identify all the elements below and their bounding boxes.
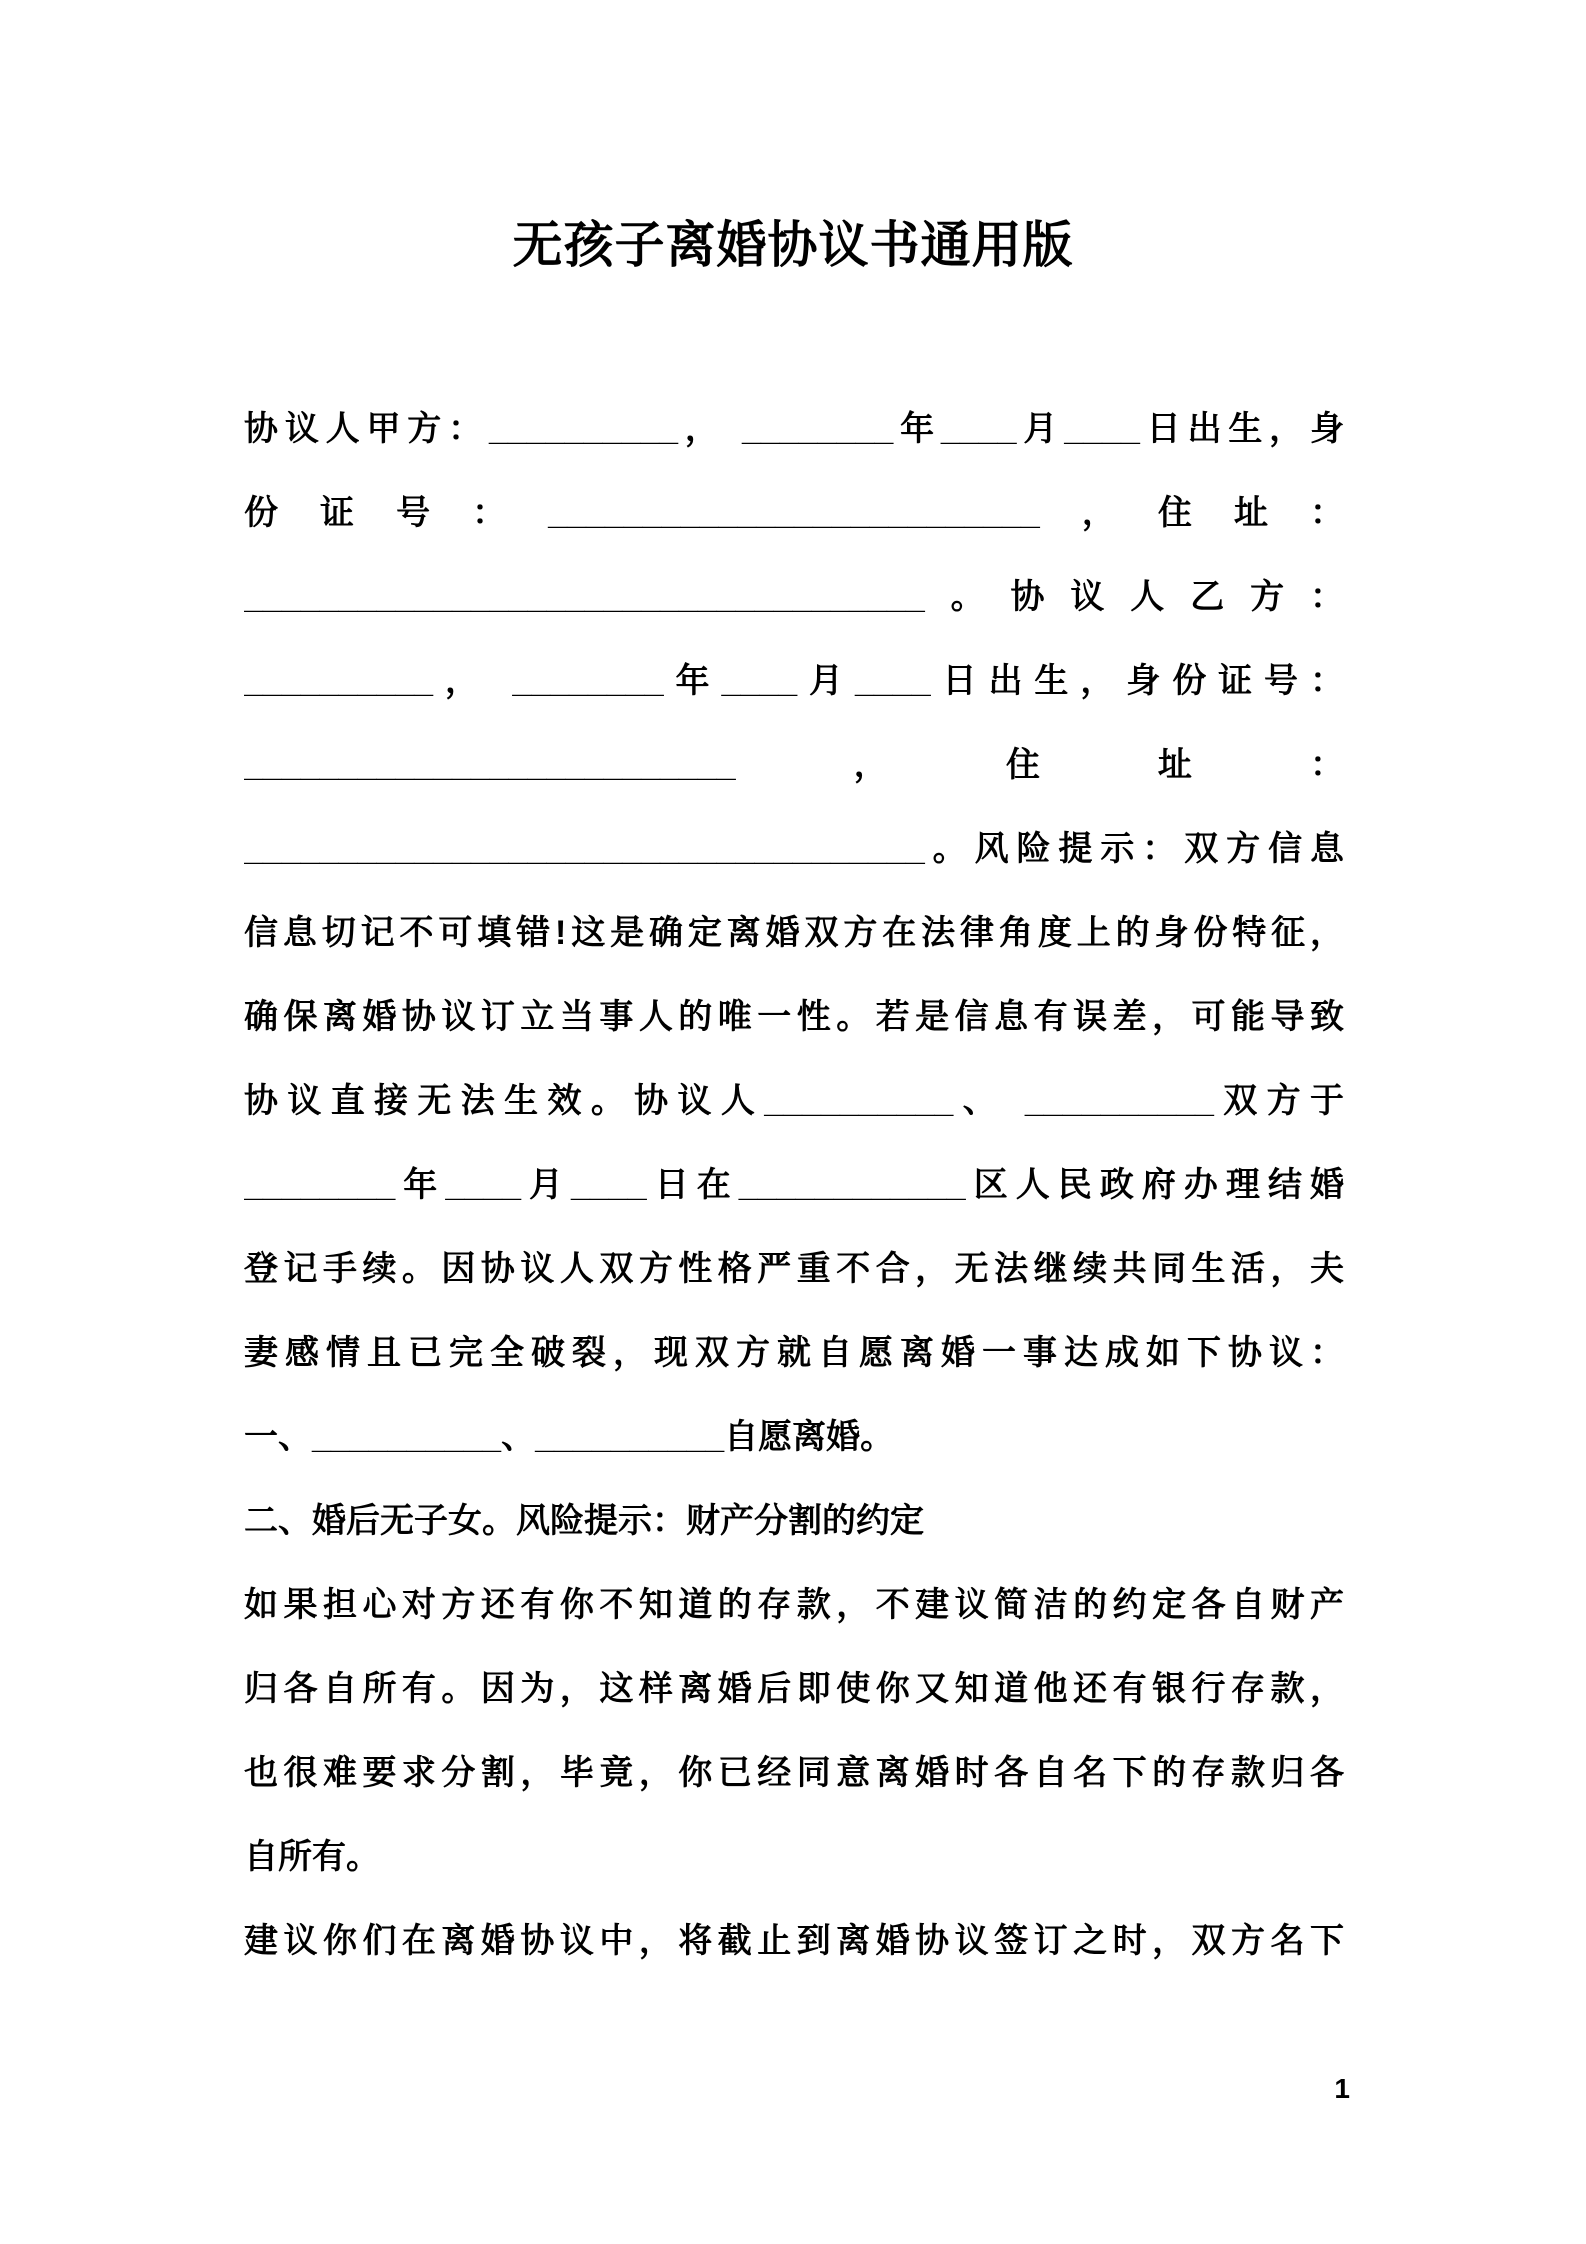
document-line: ____________________________________。风险提示：双方信息 bbox=[244, 830, 1344, 868]
document-line: 归各自所有。因为，这样离婚后即使你又知道他还有银行存款， bbox=[244, 1670, 1344, 1708]
document-line: 建议你们在离婚协议中，将截止到离婚协议签订之时，双方名下 bbox=[244, 1922, 1344, 1960]
document-line: 二、婚后无子女。风险提示：财产分割的约定 bbox=[244, 1502, 924, 1540]
document-line: 一、__________、__________自愿离婚。 bbox=[244, 1418, 895, 1456]
page-number: 1 bbox=[1334, 2073, 1350, 2104]
document-line: 确保离婚协议订立当事人的唯一性。若是信息有误差，可能导致 bbox=[244, 998, 1344, 1036]
document-body bbox=[244, 387, 1344, 1983]
document-line: __________________________，住址： bbox=[244, 746, 1344, 784]
document-line: 协议直接无法生效。协议人__________、 __________双方于 bbox=[244, 1082, 1344, 1120]
document-line: 自所有。 bbox=[244, 1838, 380, 1876]
document-title: 无孩子离婚协议书通用版 bbox=[512, 217, 1074, 273]
document-line: 妻感情且已完全破裂，现双方就自愿离婚一事达成如下协议： bbox=[244, 1334, 1344, 1372]
document-line: __________， ________年____月____日出生，身份证号： bbox=[244, 662, 1344, 700]
document-line: 如果担心对方还有你不知道的存款，不建议简洁的约定各自财产 bbox=[244, 1586, 1344, 1624]
document-line: 协议人甲方：__________， ________年____月____日出生，身 bbox=[244, 410, 1344, 448]
document-line: ________年____月____日在____________区人民政府办理结婚 bbox=[244, 1166, 1344, 1204]
document-line: 也很难要求分割，毕竟，你已经同意离婚时各自名下的存款归各 bbox=[244, 1754, 1344, 1792]
document-line: ____________________________________。协议人乙方： bbox=[244, 578, 1344, 616]
document-line: 信息切记不可填错!这是确定离婚双方在法律角度上的身份特征， bbox=[244, 914, 1344, 952]
document-line: 登记手续。因协议人双方性格严重不合，无法继续共同生活，夫 bbox=[244, 1250, 1344, 1288]
document-line: 份证号：__________________________，住址： bbox=[244, 494, 1344, 532]
